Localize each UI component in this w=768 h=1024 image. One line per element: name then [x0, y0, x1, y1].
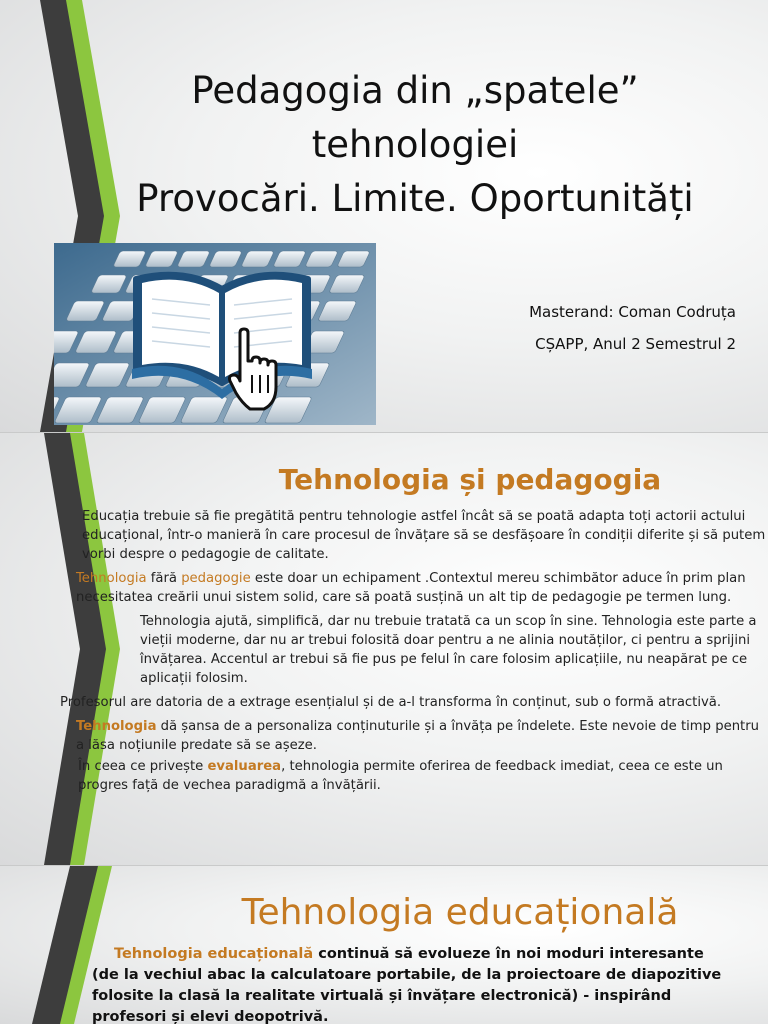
slide-tehnologia-educationala [0, 866, 768, 1024]
title-line: tehnologiei [311, 123, 519, 166]
highlight-term: Tehnologia educațională [114, 946, 314, 962]
text-run: În ceea ce privește [78, 759, 208, 774]
paragraph [56, 569, 768, 607]
text-run: fără [146, 571, 182, 586]
keyboard-book-image [54, 243, 376, 425]
slide-heading: Tehnologia educațională [241, 892, 679, 933]
title-line: Provocări. Limite. Oportunități [136, 177, 694, 220]
slide-heading: Tehnologia și pedagogia [278, 463, 662, 496]
paragraph: Profesorul are datoria de a extrage esențialul și de a-l transforma în conținut, sub o formă atractivă. [60, 695, 722, 710]
paragraph: Tehnologia ajută, simplifică, dar nu trebuie tratată ca un scop în sine. Tehnologia este parte a vieții moderne, dar nu ar trebui folosită doar pentru a ne alinia noutăților, ci pentru a sprijini învățarea. Accentul ar trebui să fie pus pe felul în care folosim aplicațiile, nu neapărat pe ce aplicații folosim. [140, 614, 757, 686]
presentation-title [70, 64, 760, 226]
highlight-term: evaluarea [207, 759, 282, 774]
author-label: Masterand: Coman Codruța [529, 303, 736, 321]
paragraph [92, 946, 721, 1024]
slide-tehnologia-pedagogia [0, 433, 768, 865]
slide-title [0, 0, 768, 432]
keyboard-image [54, 243, 376, 425]
paragraph [56, 717, 768, 755]
paragraph: Educația trebuie să fie pregătită pentru tehnologie astfel încât să se poată adapta toți actorii actului educațional, într-o manieră în care procesul de învățare să se desfășoare în condiții diferite și să putem vorbi despre o pedagogie de calitate. [82, 509, 766, 562]
text-run: dă șansa de a personaliza conținuturile și a învăța pe îndelete. Este nevoie de timp pentru a lăsa noțiunile predate să se așeze. [76, 719, 760, 753]
slide-body [56, 507, 768, 800]
text-run: , tehnologia permite oferirea de feedback imediat, ceea ce este un progres față de vechea paradigmă a învățării. [78, 759, 723, 793]
highlight-term: pedagogie [181, 571, 251, 586]
title-line: Pedagogia din „spatele” [191, 69, 639, 112]
highlight-term: Tehnologia [76, 571, 147, 586]
paragraph [56, 757, 768, 795]
program-label: CȘAPP, Anul 2 Semestrul 2 [535, 335, 736, 353]
text-run: este doar un echipament .Contextul mereu schimbător aduce în prim plan necesitatea creării unui sistem solid, care să poată susțină un alt tip de pedagogie pe termen lung. [76, 571, 746, 605]
slide-body [92, 944, 732, 1024]
highlight-term: Tehnologia [76, 719, 157, 734]
text-run: continuă să evolueze în noi moduri interesante (de la vechiul abac la calculatoare portabile, de la proiectoare de diapozitive folosite la clasă la realitate virtuală și învățare electronică) - inspirând profesori și elevi deopotrivă. [92, 946, 722, 1024]
